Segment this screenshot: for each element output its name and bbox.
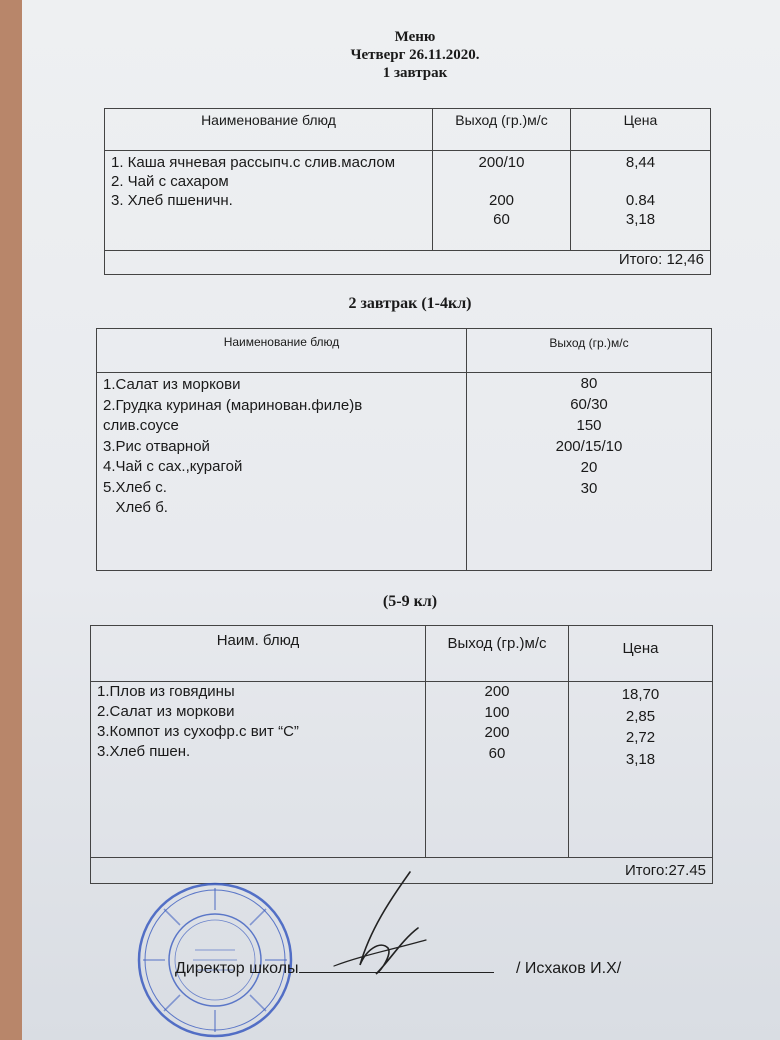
director-label: Директор школы	[175, 960, 299, 977]
breakfast-2-table	[96, 328, 712, 571]
yield-value: 60	[488, 744, 506, 762]
price-value: 2,72	[625, 729, 656, 746]
price-value: 3,18	[625, 750, 656, 768]
yield-value: 60	[493, 211, 510, 228]
yield-value: 150	[576, 417, 602, 434]
dish-item: 1. Каша ячневая рассыпч.с слив.маслом	[111, 154, 396, 171]
dish-item: 3.Хлеб пшен.	[97, 743, 191, 760]
yield-value: 200/10	[478, 154, 525, 171]
yield-value: 200	[484, 724, 510, 741]
dish-item: слив.соусе	[103, 417, 179, 434]
grades-5-9-table	[90, 625, 713, 884]
yield-value: 60/30	[570, 396, 608, 413]
price-value: 0.84	[625, 192, 656, 209]
dish-list	[97, 373, 467, 571]
total-row: Итого:27.45	[91, 858, 713, 884]
col-header-price: Цена	[569, 626, 713, 682]
col-header-yield: Выход (гр.)м/с	[433, 109, 571, 151]
dish-item: 5.Хлеб с.	[103, 478, 167, 496]
yield-list	[426, 682, 569, 858]
yield-value	[433, 172, 570, 191]
dish-item: 3. Хлеб пшеничн.	[111, 192, 233, 209]
yield-list	[467, 373, 712, 571]
price-value: 18,70	[621, 686, 660, 703]
price-value: 3,18	[625, 211, 656, 228]
section-2-title: 2 завтрак (1-4кл)	[348, 295, 472, 312]
dish-item: 2. Чай с сахаром	[111, 173, 229, 190]
dish-list	[105, 151, 433, 251]
price-value: 2,85	[625, 707, 656, 725]
menu-title: Меню	[394, 29, 436, 45]
price-value: 8,44	[625, 154, 656, 171]
breakfast-1-table	[104, 108, 711, 275]
col-header-yield: Выход (гр.)м/с	[467, 329, 712, 373]
menu-header	[300, 28, 530, 82]
yield-value: 20	[580, 459, 598, 476]
col-header-yield: Выход (гр.)м/с	[426, 626, 569, 682]
director-name: / Исхаков И.Х/	[516, 960, 622, 977]
menu-date: Четверг 26.11.2020.	[350, 47, 480, 63]
price-value	[571, 172, 710, 191]
price-list	[571, 151, 711, 251]
yield-value: 200	[484, 683, 510, 700]
yield-value: 200/15/10	[555, 438, 623, 455]
price-list	[569, 682, 713, 858]
yield-value: 100	[484, 703, 510, 721]
dish-item: 3.Рис отварной	[103, 437, 210, 455]
meal-1-title: 1 завтрак	[382, 65, 448, 81]
director-signature-line	[175, 958, 621, 978]
yield-value: 80	[580, 375, 598, 392]
yield-list	[433, 151, 571, 251]
section-3-title: (5-9 кл)	[382, 593, 438, 610]
dish-item: 2.Грудка куриная (маринован.филе)в	[103, 396, 363, 414]
yield-value: 200	[488, 192, 515, 209]
col-header-name: Наименование блюд	[97, 329, 467, 373]
dish-item: 1.Плов из говядины	[97, 683, 235, 700]
dish-item: 2.Салат из моркови	[97, 703, 235, 720]
yield-value: 30	[580, 480, 598, 497]
col-header-name: Наименование блюд	[105, 109, 433, 151]
total-row: Итого: 12,46	[105, 251, 711, 275]
dish-item: Хлеб б.	[103, 499, 168, 516]
dish-item: 3.Компот из сухофр.с вит “С”	[97, 723, 299, 740]
signature-underline	[299, 958, 494, 973]
dish-list	[91, 682, 426, 858]
col-header-price: Цена	[571, 109, 711, 151]
col-header-name: Наим. блюд	[91, 626, 426, 682]
dish-item: 1.Салат из моркови	[103, 376, 241, 393]
dish-item: 4.Чай с сах.,курагой	[103, 458, 243, 475]
